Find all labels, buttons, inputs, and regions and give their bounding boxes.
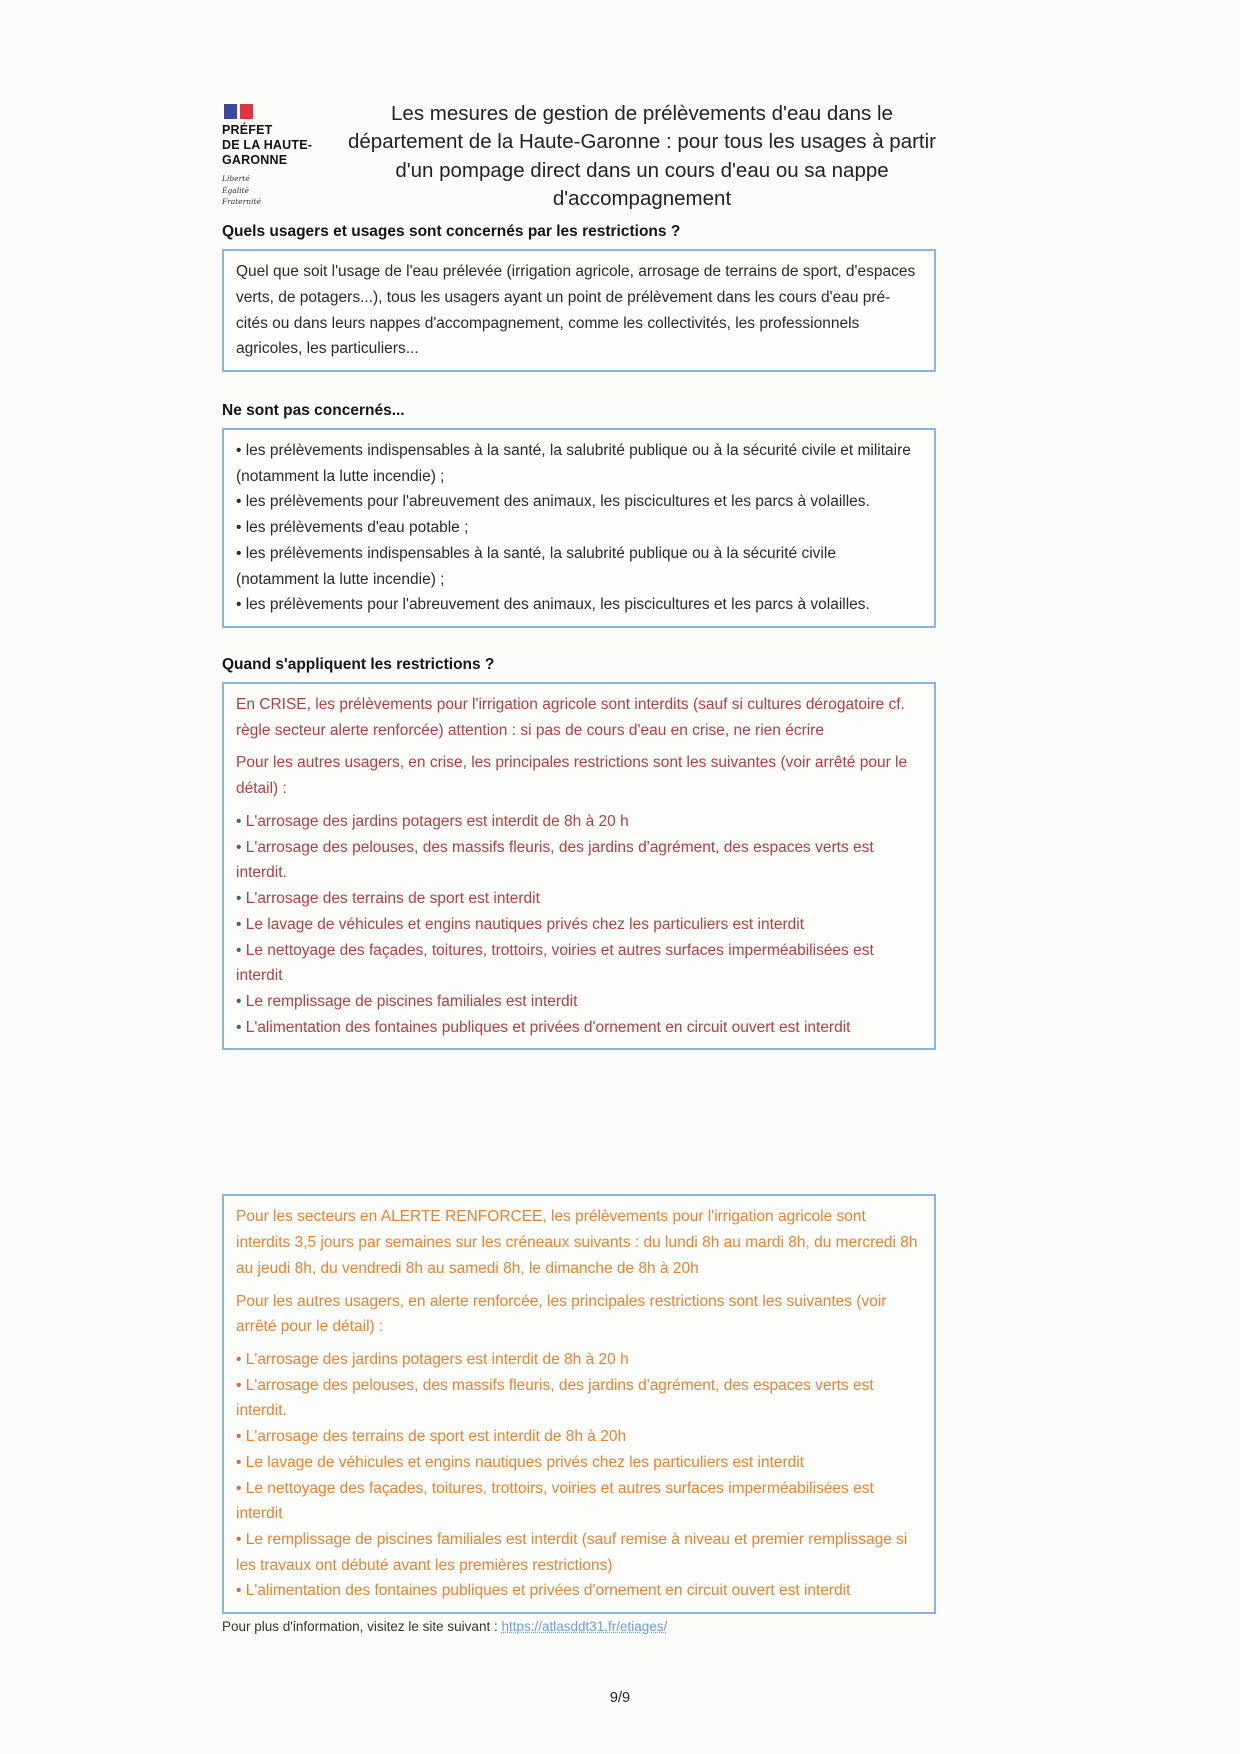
list-item: • Le lavage de véhicules et engins nautiques privés chez les particuliers est interdit <box>236 912 922 938</box>
list-item: • Le nettoyage des façades, toitures, trottoirs, voiries et autres surfaces imperméabilisées est interdit <box>236 1476 922 1527</box>
list-item: • les prélèvements pour l'abreuvement des animaux, les piscicultures et les parcs à volailles. <box>236 592 922 618</box>
more-info-line <box>222 1619 936 1634</box>
logo-name-line: PRÉFET <box>222 123 273 137</box>
document-page <box>222 100 936 1634</box>
logo-name-line: DE LA HAUTE- <box>222 137 313 152</box>
section-heading-restrictions: Quand s'appliquent les restrictions ? <box>222 656 495 674</box>
box-usagers <box>222 249 936 372</box>
list-item: • les prélèvements indispensables à la santé, la salubrité publique ou à la sécurité civile (notamment la lutte incendie) ; <box>236 541 922 592</box>
list-item: • L'alimentation des fontaines publiques et privées d'ornement en circuit ouvert est interdit <box>236 1578 922 1604</box>
section-heading-non-concernes: Ne sont pas concernés... <box>222 402 405 419</box>
list-item: • L'arrosage des pelouses, des massifs fleuris, des jardins d'agrément, des espaces verts est interdit. <box>236 835 922 886</box>
box-crise <box>222 682 936 1050</box>
page-title: Les mesures de gestion de prélèvements d'eau dans le département de la Haute-Garonne : pour tous les usages à partir d'un pompage direct dans un cours d'eau ou sa nappe d'accompagnement <box>348 102 937 210</box>
list-item: • Le nettoyage des façades, toitures, trottoirs, voiries et autres surfaces imperméabilisées est interdit <box>236 938 922 989</box>
list-item: • L'arrosage des terrains de sport est interdit <box>236 886 922 912</box>
gov-logo <box>222 100 340 207</box>
list-item: • Le remplissage de piscines familiales est interdit <box>236 989 922 1015</box>
list-item: • L'alimentation des fontaines publiques et privées d'ornement en circuit ouvert est interdit <box>236 1015 922 1041</box>
section-heading-usagers: Quels usagers et usages sont concernés par les restrictions ? <box>222 223 681 241</box>
list-item: • L'arrosage des terrains de sport est interdit de 8h à 20h <box>236 1424 922 1450</box>
alerte-intro-1: Pour les secteurs en ALERTE RENFORCEE, les prélèvements pour l'irrigation agricole sont interdits 3,5 jours par semaines sur les créneaux suivants : du lundi 8h au mardi 8h, du mercredi 8h au jeudi 8h, du vendredi 8h au samedi 8h, le dimanche de 8h à 20h <box>236 1208 918 1277</box>
list-item: • les prélèvements d'eau potable ; <box>236 515 922 541</box>
list-item: • L'arrosage des jardins potagers est interdit de 8h à 20 h <box>236 809 922 835</box>
list-item: • les prélèvements indispensables à la santé, la salubrité publique ou à la sécurité civile et militaire (notamment la lutte incendie) ; <box>236 438 922 489</box>
list-item: • Le remplissage de piscines familiales est interdit (sauf remise à niveau et premier remplissage si les travaux ont débuté avant les premières restrictions) <box>236 1527 922 1578</box>
etiages-link[interactable]: https://atlasddt31.fr/etiages/ <box>501 1619 668 1635</box>
box-alerte-renforcee <box>222 1194 936 1614</box>
logo-motto: Liberté Égalité Fraternité <box>222 174 261 206</box>
list-item: • Le lavage de véhicules et engins nautiques privés chez les particuliers est interdit <box>236 1450 922 1476</box>
list-item: • L'arrosage des jardins potagers est interdit de 8h à 20 h <box>236 1347 922 1373</box>
crise-intro-2: Pour les autres usagers, en crise, les principales restrictions sont les suivantes (voir arrêté pour le détail) : <box>236 754 908 798</box>
usagers-body: Quel que soit l'usage de l'eau prélevée (irrigation agricole, arrosage de terrains de sport, d'espaces verts, de potagers...), tous les usagers ayant un point de prélèvement dans les cours d'eau pré-cités ou dans leurs nappes d'accompagnement, comme les collectivités, les professionnels agricoles, les particuliers... <box>236 263 916 358</box>
alerte-intro-2: Pour les autres usagers, en alerte renforcée, les principales restrictions sont les suivantes (voir arrêté pour le détail) : <box>236 1292 887 1336</box>
list-item: • L'arrosage des pelouses, des massifs fleuris, des jardins d'agrément, des espaces verts est interdit. <box>236 1373 922 1424</box>
document-header <box>222 100 936 213</box>
box-non-concernes <box>222 428 936 628</box>
page-number: 9/9 <box>609 1690 631 1706</box>
list-item: • les prélèvements pour l'abreuvement des animaux, les piscicultures et les parcs à volailles. <box>236 489 922 515</box>
logo-name-line: GARONNE <box>222 152 288 167</box>
more-info-text: Pour plus d'information, visitez le site suivant : <box>222 1619 502 1635</box>
logo-name <box>222 123 340 167</box>
crise-intro-1: En CRISE, les prélèvements pour l'irrigation agricole sont interdits (sauf si cultures dérogatoire cf. règle secteur alerte renforcée) attention : si pas de cours d'eau en crise, ne rien écrire <box>236 696 905 739</box>
french-flag-icon <box>224 104 340 119</box>
